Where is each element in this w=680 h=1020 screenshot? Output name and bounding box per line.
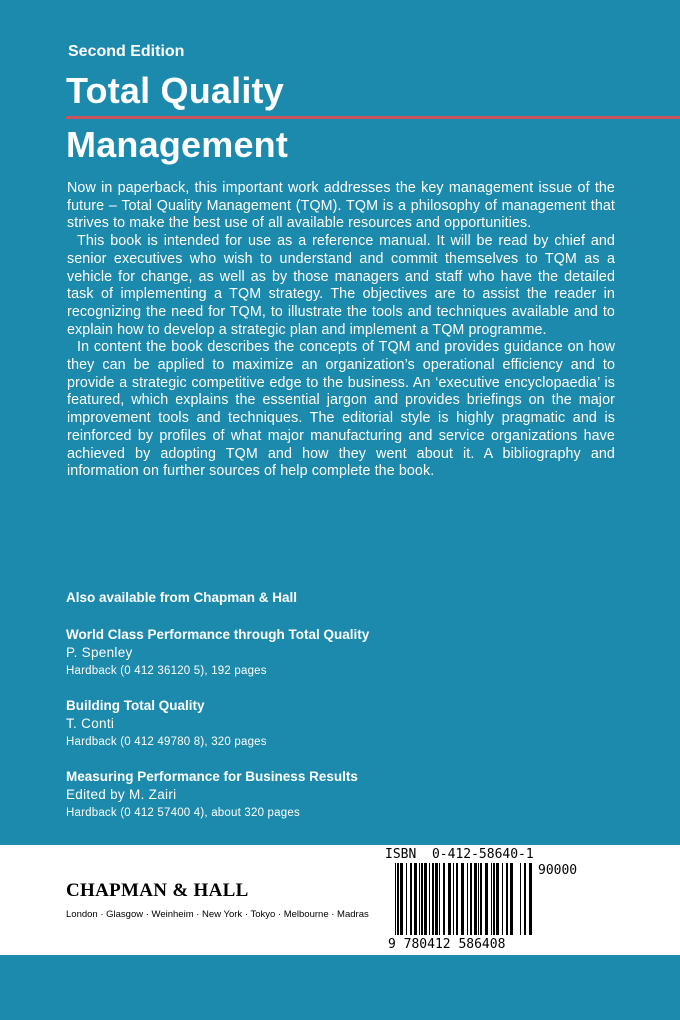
barcode-bar [467,863,468,935]
barcode-bar [439,863,440,935]
barcode-bar [524,863,526,935]
book-details: Hardback (0 412 36120 5), 192 pages [66,665,267,677]
barcode-bar [485,863,488,935]
book-title: Measuring Performance for Business Results [66,769,358,784]
barcode-bar [496,863,499,935]
title-rule [66,116,680,119]
also-available-heading: Also available from Chapman & Hall [66,590,298,605]
barcode-bar [410,863,412,935]
barcode-bar [474,863,477,935]
blurb [67,180,615,481]
barcode [395,863,515,939]
edition-label: Second Edition [68,43,185,60]
barcode-bar [493,863,495,935]
book-title: Building Total Quality [66,698,205,713]
book-entry [66,768,358,822]
book-details: Hardback (0 412 57400 4), about 320 pages [66,807,300,819]
barcode-bar [406,863,407,935]
barcode-bar [456,863,458,935]
barcode-bar [470,863,472,935]
barcode-bar [520,863,521,935]
barcode-number: 9 780412 586408 [388,937,506,952]
blurb-paragraph-3: In content the book describes the concepts of TQM and provides guidance on how they can be applied to maximize an organization’s operational efficiency and to provide a strategic competitive edge to the business. An ‘executive encyclopaedia’ is featured, which explains the essential jargon and provides briefings on the major improvement tools and techniques. The editorial style is highly pragmatic and is reinforced by profiles of what major manufacturing and service organizations have achieved by adopting TQM and how they went about it. A bibliography and information on further sources of help complete the book. [67,339,615,480]
barcode-bar [400,863,403,935]
barcode-bar [421,863,423,935]
book-details: Hardback (0 412 49780 8), 320 pages [66,736,267,748]
price-code: 90000 [538,863,578,878]
barcode-bar [397,863,399,935]
barcode-bar [480,863,482,935]
barcode-bar [461,863,464,935]
barcode-bar [506,863,508,935]
book-author: T. Conti [66,716,115,731]
publisher-stripe [0,845,680,955]
barcode-bar [435,863,438,935]
barcode-bar [424,863,427,935]
isbn-text: ISBN 0-412-58640-1 [385,847,534,862]
barcode-bar [429,863,430,935]
barcode-bar [529,863,532,935]
blurb-paragraph-1: Now in paperback, this important work addresses the key management issue of the future – Total Quality Management (TQM). TQM is a philosophy of management that strives to make the best use of all available resources and opportunities. [67,180,615,232]
book-author: P. Spenley [66,645,133,660]
book-entry [66,697,267,751]
barcode-bar [432,863,434,935]
barcode-bar [510,863,513,935]
publisher-name: CHAPMAN & HALL [66,880,249,901]
barcode-bar [448,863,451,935]
book-entry [66,626,369,680]
barcode-addon [520,863,534,939]
barcode-bar [443,863,445,935]
publisher-cities: London · Glasgow · Weinheim · New York · Tokyo · Melbourne · Madras [66,909,369,920]
barcode-bar [491,863,492,935]
barcode-bar [414,863,417,935]
book-title: World Class Performance through Total Quality [66,627,370,642]
barcode-bar [453,863,454,935]
barcode-bar [478,863,479,935]
title-line-1: Total Quality [66,70,284,111]
barcode-bar [419,863,420,935]
barcode-bar [395,863,396,935]
title-line-2: Management [66,124,289,165]
barcode-bar [502,863,503,935]
book-author: Edited by M. Zairi [66,787,177,802]
blurb-paragraph-2: This book is intended for use as a reference manual. It will be read by chief and senior executives who wish to understand and commit themselves to TQM as a vehicle for change, as well as by those managers and staff who have the detailed task of implementing a TQM strategy. The objectives are to assist the reader in recognizing the need for TQM, to illustrate the tools and techniques available and to explain how to develop a strategic plan and implement a TQM programme. [67,233,615,338]
